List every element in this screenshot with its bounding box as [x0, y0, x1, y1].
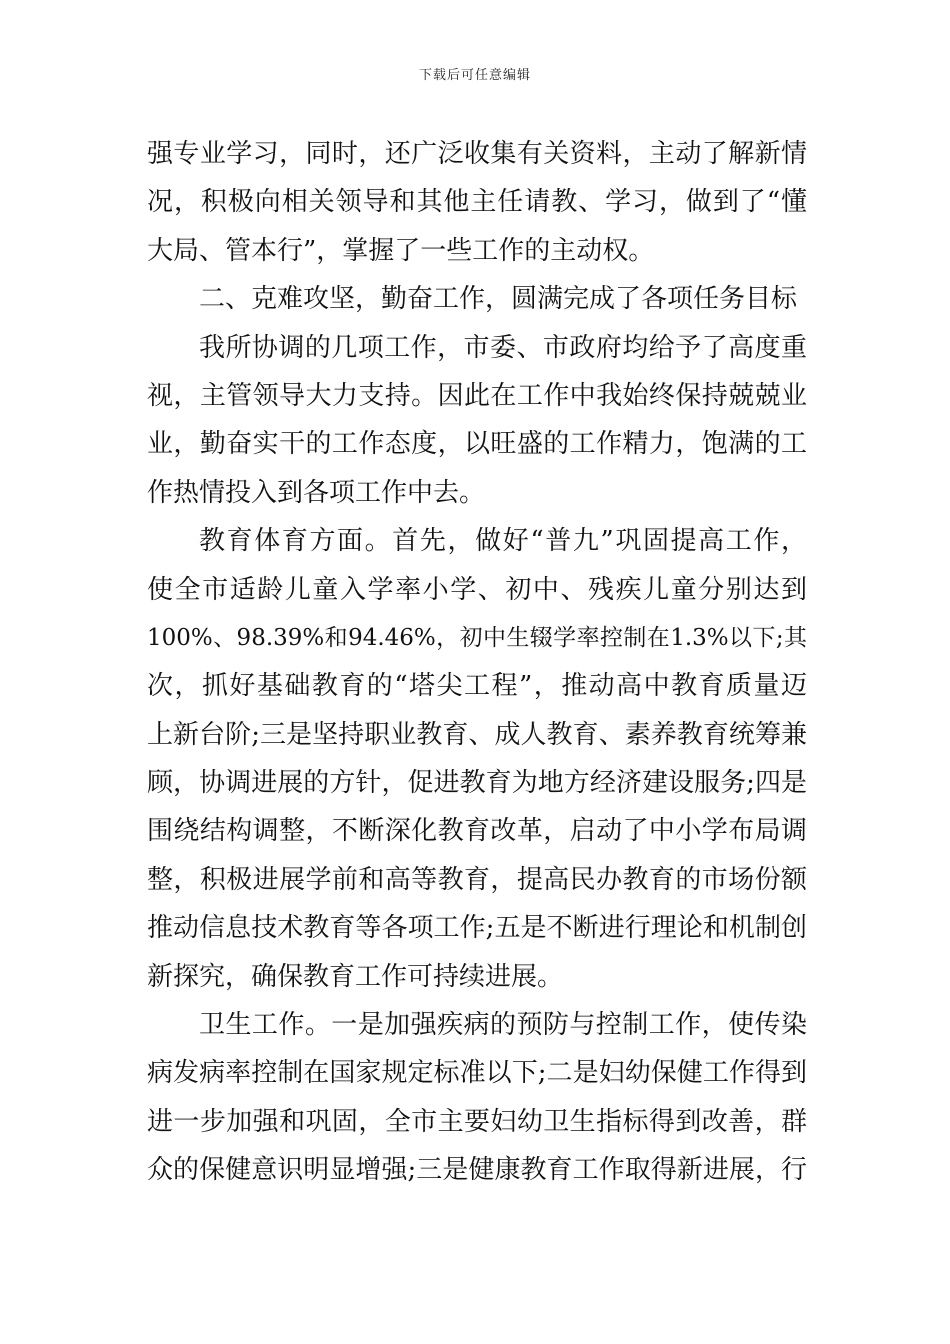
text-line: 顾，协调进展的方针，促进教育为地方经济建设服务;四是 — [147, 768, 807, 799]
text-line: 使全市适龄儿童入学率小学、初中、残疾儿童分别达到 — [147, 574, 807, 605]
text-line: 上新台阶;三是坚持职业教育、成人教育、素养教育统筹兼 — [147, 719, 807, 750]
text-line: 病发病率控制在国家规定标准以下;二是妇幼保健工作得到 — [147, 1058, 807, 1089]
text-line: 二、克难攻坚，勤奋工作，圆满完成了各项任务目标 — [199, 284, 798, 315]
text-line: 教育体育方面。首先，做好“普九”巩固提高工作， — [199, 526, 807, 557]
text-line: 推动信息技术教育等各项工作;五是不断进行理论和机制创 — [147, 913, 807, 944]
text-line: 作热情投入到各项工作中去。 — [147, 477, 486, 508]
text-line: 况，积极向相关领导和其他主任请教、学习，做到了“懂 — [147, 187, 807, 218]
text-line: 100%、98.39%和94.46%，初中生辍学率控制在1.3%以下;其 — [147, 624, 807, 651]
text-line: 新探究，确保教育工作可持续进展。 — [147, 961, 564, 992]
text-line: 卫生工作。一是加强疾病的预防与控制工作，使传染 — [199, 1010, 807, 1041]
text-line: 众的保健意识明显增强;三是健康教育工作取得新进展，行 — [147, 1155, 807, 1186]
text-line: 围绕结构调整，不断深化教育改革，启动了中小学布局调 — [147, 816, 807, 847]
text-line: 视，主管领导大力支持。因此在工作中我始终保持兢兢业 — [147, 380, 807, 411]
text-line: 整，积极进展学前和高等教育，提高民办教育的市场份额 — [147, 864, 807, 895]
text-line: 强专业学习，同时，还广泛收集有关资料，主动了解新情 — [147, 139, 807, 169]
text-line: 次，抓好基础教育的“塔尖工程”，推动高中教育质量迈 — [147, 671, 807, 702]
document-body — [147, 130, 807, 1195]
text-line: 业，勤奋实干的工作态度，以旺盛的工作精力，饱满的工 — [147, 429, 807, 460]
header-note: 下载后可任意编辑 — [418, 68, 531, 83]
text-line: 大局、管本行”，掌握了一些工作的主动权。 — [147, 235, 655, 266]
text-line: 我所协调的几项工作，市委、市政府均给予了高度重 — [199, 332, 807, 363]
text-line: 进一步加强和巩固，全市主要妇幼卫生指标得到改善，群 — [147, 1106, 807, 1137]
